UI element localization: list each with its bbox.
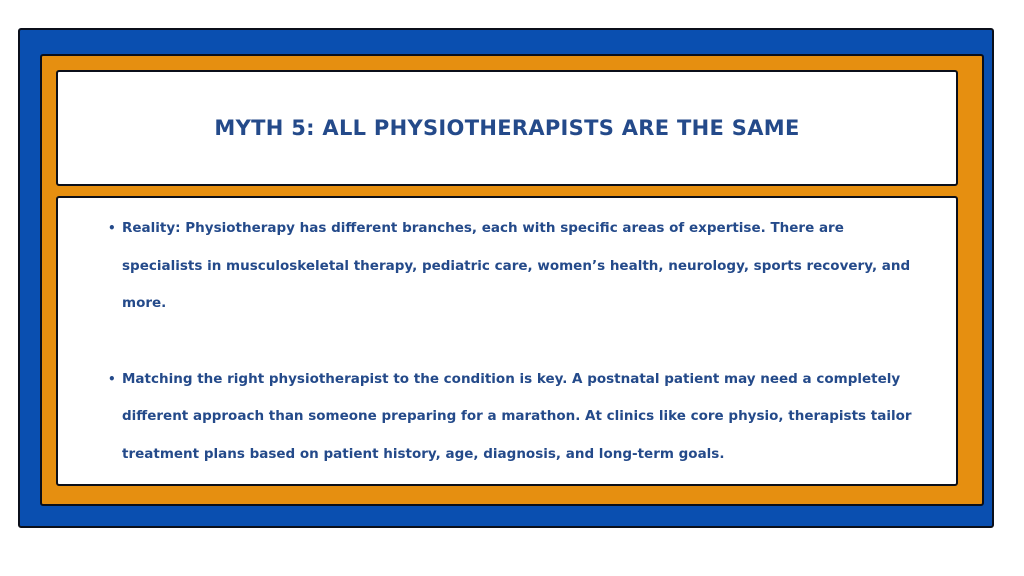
bullet-text: Matching the right physiotherapist to the condition is key. A postnatal patient may need a completely different approach than someone preparing for a marathon. At clinics like core physio, therapists tailor treatment plans based on patient history, age, diagnosis, and long-term goals. [122,370,912,462]
bullet-dot-icon: • [108,371,116,386]
content-panel [56,196,958,486]
bullet-text: Reality: Physiotherapy has different branches, each with specific areas of expertise. There are specialists in musculoskeletal therapy, pediatric care, women’s health, neurology, sports recovery, and more. [122,220,911,311]
title-panel [56,70,958,186]
bullet-list [106,210,918,473]
bullet-item-reality [106,210,918,323]
bullet-item-matching [106,361,918,474]
bullet-dot-icon: • [108,221,116,235]
slide-title: MYTH 5: ALL PHYSIOTHERAPISTS ARE THE SAME [214,116,800,140]
